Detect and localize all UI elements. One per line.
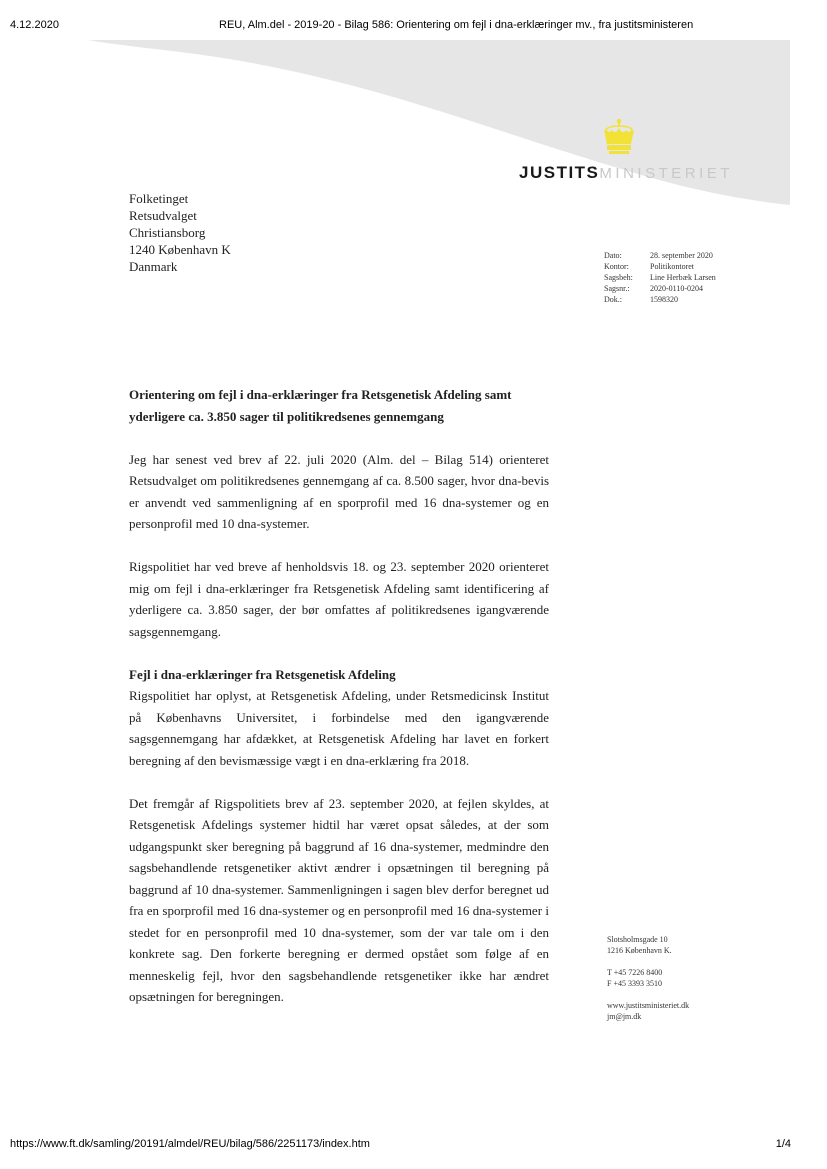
contact-email[interactable]: jm@jm.dk	[607, 1012, 642, 1021]
letter-body	[129, 384, 549, 1008]
print-footer-url: https://www.ft.dk/samling/20191/almdel/REU/bilag/586/2251173/index.htm	[10, 1138, 370, 1150]
paragraph: Rigspolitiet har oplyst, at Retsgenetisk Afdeling, under Retsmedicinsk Institut på Københavns Universitet, i forbindelse med den igangværende sagsgennemgang har afdækket, at Retsgenetisk Afdeling har lavet en forkert beregning af den bevismæssige vægt i en dna-erklæring fra 2018.	[129, 688, 549, 768]
ministry-contact	[607, 934, 689, 1022]
address-line: Retsudvalget	[129, 208, 197, 223]
paragraph: Jeg har senest ved brev af 22. juli 2020 (Alm. del – Bilag 514) orienteret Retsudvalget om politikredsenes gennemgang af ca. 8.500 sager, hvor dna-bevis er anvendt ved sammenligning af en sporprofil med 16 dna-systemer og en personprofil med 10 dna-systemer.	[129, 451, 549, 531]
page-number: 1/4	[775, 1138, 791, 1150]
ministry-logo	[519, 118, 739, 188]
recipient-address	[129, 190, 231, 275]
contact-website[interactable]: www.justitsministeriet.dk	[607, 1001, 690, 1010]
meta-caseworker: Line Herbæk Larsen	[650, 273, 716, 282]
address-line: Christiansborg	[129, 225, 206, 240]
contact-city: 1216 København K.	[607, 946, 672, 955]
meta-label: Sagsnr.:	[604, 284, 630, 293]
contact-street: Slotsholmsgade 10	[607, 935, 668, 944]
address-line: 1240 København K	[129, 242, 231, 257]
section-heading: Fejl i dna-erklæringer fra Retsgenetisk Afdeling	[129, 666, 396, 682]
meta-label: Kontor:	[604, 262, 629, 271]
meta-case-number: 2020-0110-0204	[650, 284, 704, 293]
meta-label: Dok.:	[604, 295, 622, 304]
meta-document-number: 1598320	[650, 295, 678, 304]
logo-text-light: MINISTERIET	[599, 165, 733, 182]
print-header-title: REU, Alm.del - 2019-20 - Bilag 586: Orientering om fejl i dna-erklæringer mv., fra justitsministeren	[219, 19, 694, 31]
contact-phone: T +45 7226 8400	[607, 968, 663, 977]
meta-office: Politikontoret	[650, 262, 694, 271]
case-metadata	[604, 250, 716, 305]
address-line: Danmark	[129, 259, 178, 274]
meta-label: Sagsbeh:	[604, 273, 633, 282]
paragraph: Rigspolitiet har ved breve af henholdsvis 18. og 23. september 2020 orienteret mig om fejl i dna-erklæringer fra Retsgenetisk Afdeling samt identificering af yderligere ca. 3.850 sager, der bør omfattes af politikredsenes igangværende sagsgennemgang.	[129, 559, 549, 639]
contact-fax: F +45 3393 3510	[607, 979, 662, 988]
paragraph: Det fremgår af Rigspolitiets brev af 23. september 2020, at fejlen skyldes, at Retsgenetisk Afdelings systemer hidtil har været opsat således, at der som udgangspunkt sker beregning på baggrund af 16 dna-systemer, medmindre den sagsbehandlende retsgenetiker aktivt ændrer i opsætningen til beregning på baggrund af 10 dna-systemer. Sammenligningen i sagen blev derfor beregnet ud fra en sporprofil med 16 dna-systemer og en personprofil med 16 dna-systemer i stedet for en personprofil med 10 dna-systemer, som der var tale om i den konkrete sag. Den forkerte beregning er dermed opstået som følge af en menneskelig fejl, hvor den sagsbehandlende retsgenetiker ikke har ændret opsætningen for beregningen.	[129, 795, 549, 1004]
meta-date: 28. september 2020	[650, 251, 713, 260]
address-line: Folketinget	[129, 191, 189, 206]
letter-title: Orientering om fejl i dna-erklæringer fra Retsgenetisk Afdeling samt yderligere ca. 3.850 sager til politikredsenes gennemgang	[129, 387, 512, 424]
print-date: 4.12.2020	[10, 19, 59, 31]
meta-label: Dato:	[604, 251, 622, 260]
logo-wordmark	[519, 163, 733, 183]
crown-icon	[599, 118, 639, 158]
logo-text-bold: JUSTITS	[519, 163, 600, 182]
